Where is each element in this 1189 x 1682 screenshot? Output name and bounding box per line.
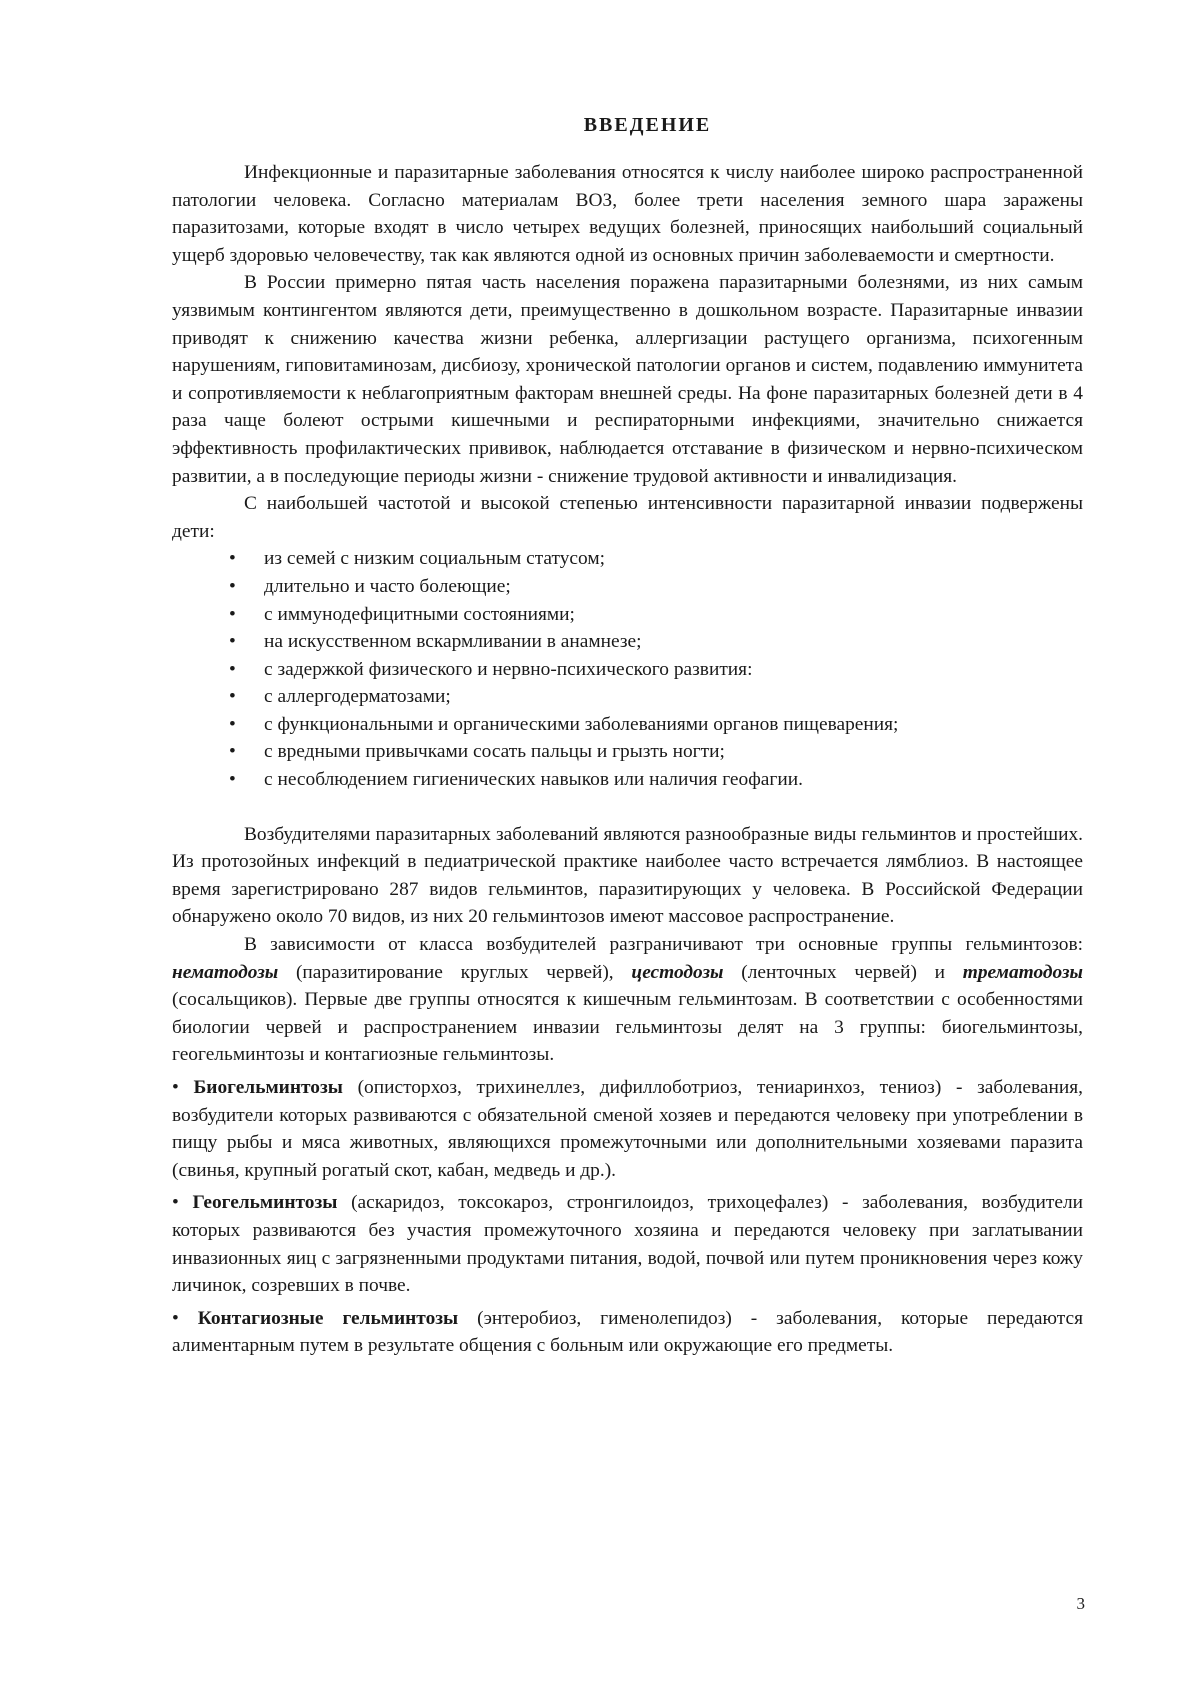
page-number: 3 <box>1076 1594 1085 1613</box>
paragraph-classification: В зависимости от класса возбудителей разграничивают три основные группы гельминтозов: нематодозы (паразитирование круглых червей), цестодозы (ленточных червей) и трематодозы (сосальщиков). Первые две группы относятся к кишечным гельминтозам. В соответствии с особенностями биологии червей и распространением инвазии гельминтозы делят на 3 группы: биогельминтозы, геогельминтозы и контагиозные гельминтозы. <box>172 934 1084 1066</box>
paragraph-intro: Инфекционные и паразитарные заболевания относятся к числу наиболее широко распространенной патологии человека. Согласно материалам ВОЗ, более трети населения земного шара заражены паразитозами, которые входят в число четырех ведущих болезней, приносящих наибольший социальный ущерб здоровью человечеству, так как являются одной из основных причин заболеваемости и смертности. <box>172 162 1083 266</box>
paragraph-pathogens: Возбудителями паразитарных заболеваний являются разнообразные виды гельминтов и простейших. Из протозойных инфекций в педиатрической практике наиболее часто встречается лямблиоз. В настоящее время зарегистрировано 287 видов гельминтов, паразитирующих у человека. В Российской Федерации обнаружено около 70 видов, из них 20 гельминтозов имеют массовое распространение. <box>172 823 1083 928</box>
paragraph-biohelminthoses: • Биогельминтозы (описторхоз, трихинеллез, дифиллоботриоз, тениаринхоз, тениоз) - заболевания, возбудители которых развиваются с обязательной сменой хозяев и передаются человеку при употреблении в пищу рыбы и мяса животных, являющихся промежуточными или дополнительными хозяевами паразита (свинья, крупный рогатый скот, кабан, медведь и др.). <box>172 1077 1083 1181</box>
paragraph-risk-intro: С наибольшей частотой и высокой степенью интенсивности паразитарной инвазии подвержены дети: <box>172 493 1083 542</box>
term-trematodoses: трематодозы <box>962 961 1084 983</box>
bullet-icon: • <box>172 1077 179 1098</box>
list-item: • с иммунодефицитными состояниями; <box>172 601 1083 629</box>
bullet-icon: • <box>229 631 236 653</box>
bullet-icon: • <box>229 769 236 791</box>
list-item: • с задержкой физического и нервно-психического развития: <box>172 656 1083 684</box>
paragraph-geohelminthoses: • Геогельминтозы (аскаридоз, токсокароз, стронгилоидоз, трихоцефалез) - заболевания, возбудители которых развиваются без участия промежуточного хозяина и передаются человеку при заглатывании инвазионных яиц с загрязненными продуктами питания, водой, почвой или путем проникновения через кожу личинок, созревших в почве. <box>172 1192 1083 1297</box>
term-nematodoses: нематодозы <box>172 961 279 983</box>
bullet-icon: • <box>229 575 236 597</box>
list-item: • с несоблюдением гигиенических навыков или наличия геофагии. <box>172 766 1083 794</box>
term-contagious-helminthoses: Контагиозные гельминтозы <box>197 1307 459 1329</box>
bullet-icon: • <box>172 1307 179 1329</box>
bullet-icon: • <box>229 658 236 680</box>
term-cestodoses: цестодозы <box>631 961 724 983</box>
list-item: • из семей с низким социальным статусом; <box>172 545 1083 573</box>
paragraph-russia: В России примерно пятая часть населения поражена паразитарными болезнями, из них самым уязвимым контингентом являются дети, преимущественно в дошкольном возрасте. Паразитарные инвазии приводят к снижению качества жизни ребенка, аллергизации растущего организма, психогенным нарушениям, гиповитаминозам, дисбиозу, хронической патологии органов и систем, подавлению иммунитета и сопротивляемости к неблагоприятным факторам внешней среды. На фоне паразитарных болезней дети в 4 раза чаще болеют острыми кишечными и респираторными инфекциями, значительно снижается эффективность профилактических прививок, наблюдается отставание в физическом и нервно-психическом развитии, а в последующие периоды жизни - снижение трудовой активности и инвалидизация. <box>172 272 1083 487</box>
bullet-icon: • <box>172 1192 179 1214</box>
paragraph-contagious-helminthoses: • Контагиозные гельминтозы (энтеробиоз, гименолепидоз) - заболевания, которые передаются алиментарным путем в результате общения с больным или окружающие его предметы. <box>172 1307 1083 1357</box>
list-item: • с функциональными и органическими заболеваниями органов пищеварения; <box>172 711 1083 739</box>
list-item: • на искусственном вскармливании в анамнезе; <box>172 628 1083 656</box>
bullet-icon: • <box>229 713 236 735</box>
term-biohelminthoses: Биогельминтозы <box>193 1077 343 1098</box>
spacer <box>172 794 1083 821</box>
term-geohelminthoses: Геогельминтозы <box>192 1192 338 1214</box>
list-item: • длительно и часто болеющие; <box>172 573 1083 601</box>
risk-group-list <box>172 545 1083 793</box>
bullet-icon: • <box>229 603 236 625</box>
list-item: • с аллергодерматозами; <box>172 683 1083 711</box>
list-item: • с вредными привычками сосать пальцы и грызть ногти; <box>172 738 1083 766</box>
bullet-icon: • <box>229 686 236 708</box>
bullet-icon: • <box>229 548 236 570</box>
page-title: ВВЕДЕНИЕ <box>583 114 712 136</box>
bullet-icon: • <box>229 741 236 763</box>
